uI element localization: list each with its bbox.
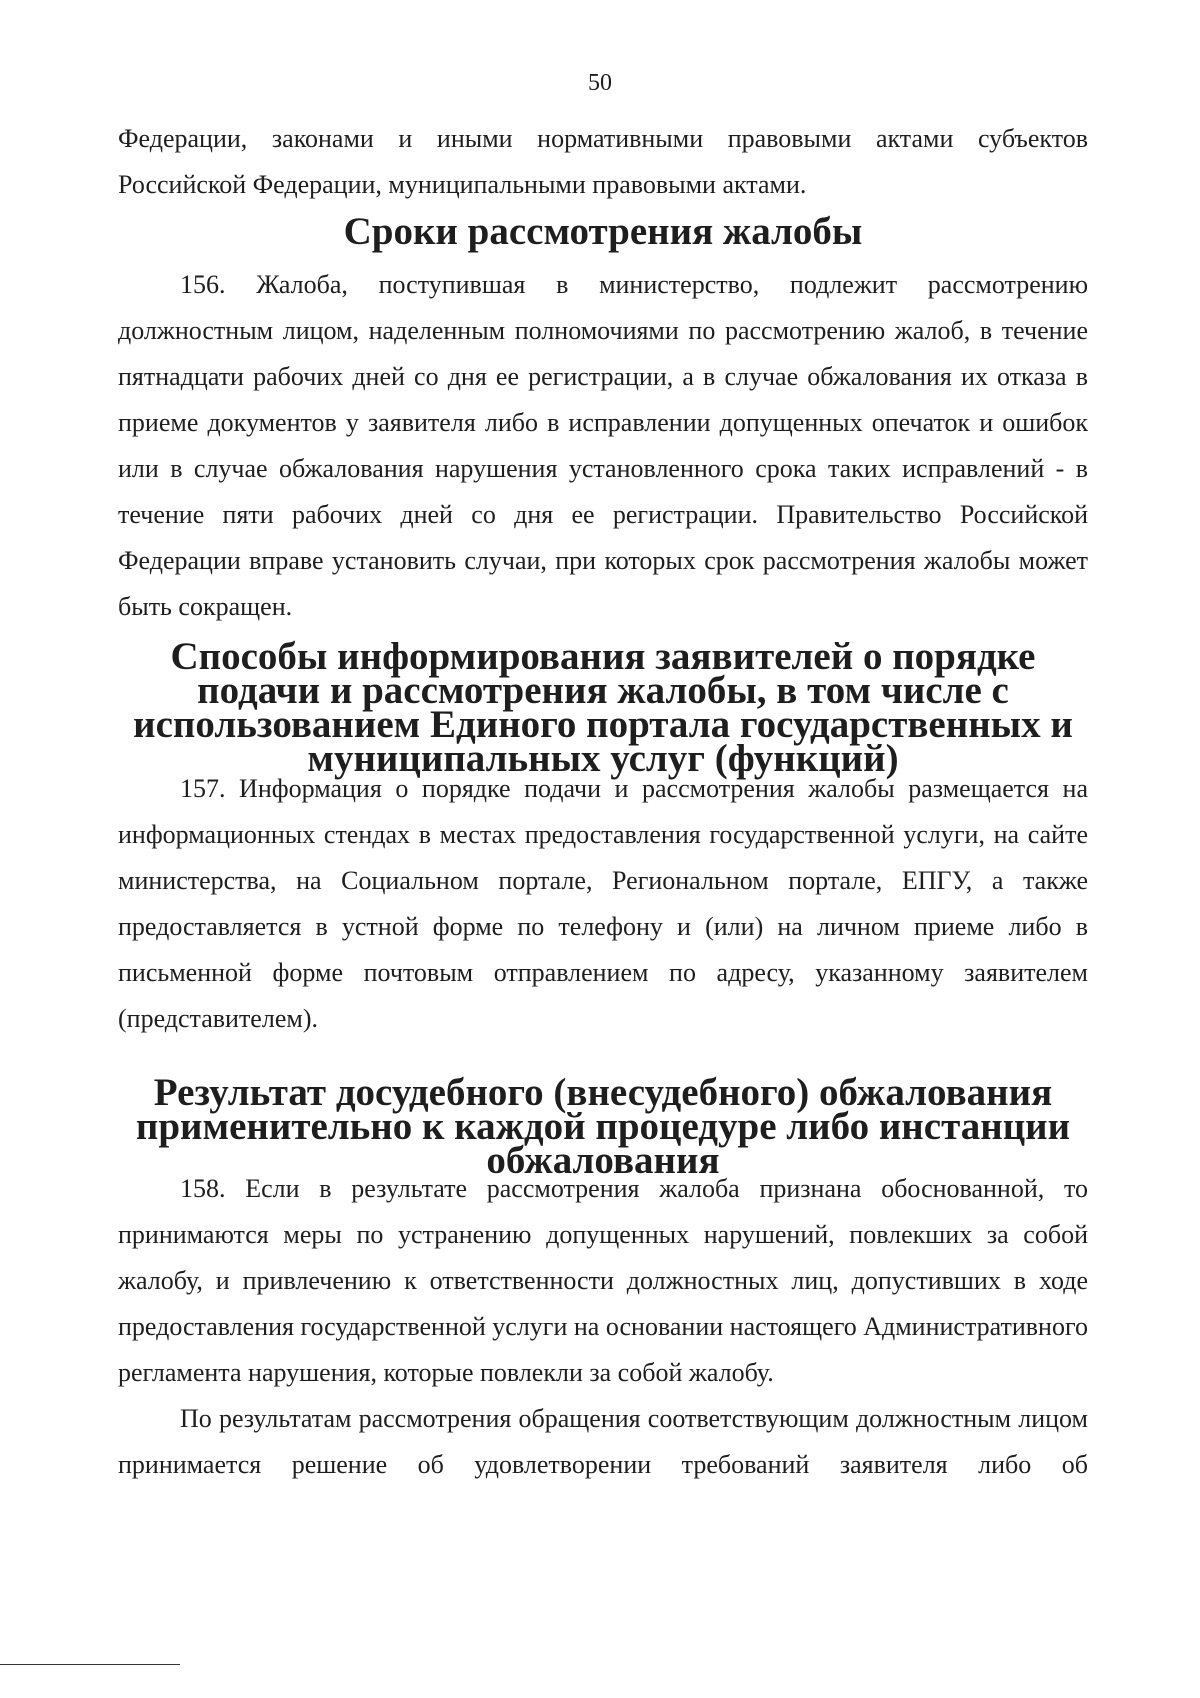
section-heading-informing-methods: Способы информирования заявителей о порядке подачи и рассмотрения жалобы, в том числе с использованием Единого портала государственных и муниципальных услуг (функций): [133, 635, 1073, 780]
intro-paragraph: Федерации, законами и иными нормативными правовыми актами субъектов Российской Федерации, муниципальными правовыми актами.: [118, 124, 1088, 199]
section-heading-appeal-result: Результат досудебного (внесудебного) обжалования применительно к каждой процедуре либо инстанции обжалования: [135, 1071, 1071, 1182]
paragraph-157: 157. Информация о порядке подачи и рассмотрения жалобы размещается на информационных стендах в местах предоставления государственной услуги, на сайте министерства, на Социальном портале, Региональном портале, ЕПГУ, а также предоставляется в устной форме по телефону и (или) на личном приеме либо в письменной форме почтовым отправлением по адресу, указанному заявителем (представителем).: [118, 774, 1088, 1033]
paragraph-158: 158. Если в результате рассмотрения жалоба признана обоснованной, то принимаются меры по устранению допущенных нарушений, повлекших за собой жалобу, и привлечению к ответственности должностных лиц, допустивших в ходе предоставления государственной услуги на основании настоящего Административного регламента нарушения, которые повлекли за собой жалобу.: [118, 1174, 1088, 1387]
section-heading-review-terms: Сроки рассмотрения жалобы: [343, 210, 863, 253]
page-number: 50: [588, 70, 612, 96]
footnote-separator: [0, 1664, 180, 1665]
paragraph-156: 156. Жалоба, поступившая в министерство, подлежит рассмотрению должностным лицом, наделенным полномочиями по рассмотрению жалоб, в течение пятнадцати рабочих дней со дня ее регистрации, а в случае обжалования их отказа в приеме документов у заявителя либо в исправлении допущенных опечаток и ошибок или в случае обжалования нарушения установленного срока таких исправлений - в течение пяти рабочих дней со дня ее регистрации. Правительство Российской Федерации вправе установить случаи, при которых срок рассмотрения жалобы может быть сокращен.: [118, 270, 1088, 621]
paragraph-decision: По результатам рассмотрения обращения соответствующим должностным лицом принимается решение об удовлетворении требований заявителя либо об: [118, 1404, 1088, 1479]
